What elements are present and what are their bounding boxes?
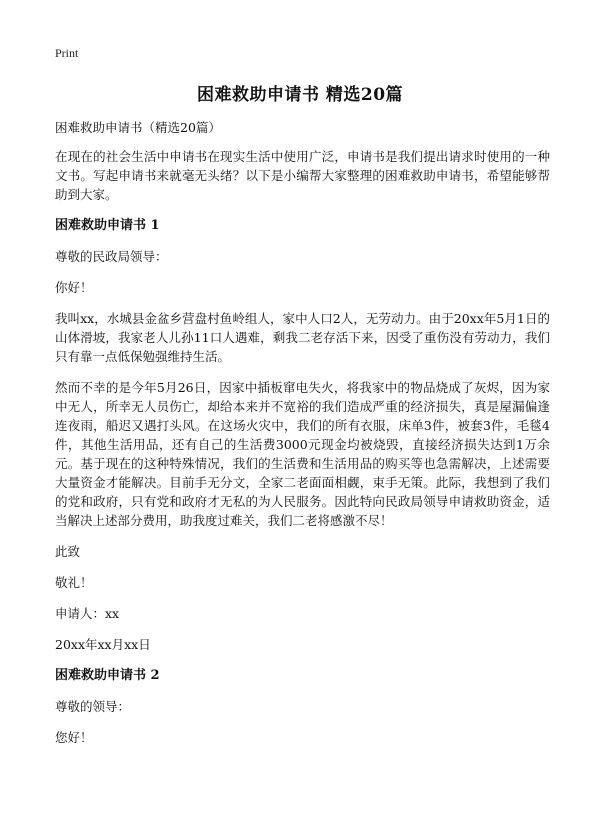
intro-paragraph: 在现在的社会生活中申请书在现实生活中使用广泛，申请书是我们提出请求时使用的一种文书。写起申请书来就毫无头绪？以下是小编帮大家整理的困难救助申请书，希望能够帮助到大家。 (55, 149, 550, 202)
document-subtitle: 困难救助申请书（精选20篇） (55, 120, 221, 135)
section-1-paragraph-1: 我叫xx，水城县金盆乡营盘村鱼岭组人，家中人口2人，无劳动力。由于20xx年5月1日的山体滑坡，我家老人儿孙11口人遇难，剩我二老存活下来，因受了重伤没有劳动力，我们只有靠一点低保勉强维持生活。 (55, 311, 550, 364)
page-title: 困难救助申请书 精选20篇 (196, 85, 404, 105)
section-2-salutation: 尊敬的领导： (55, 699, 131, 714)
section-2-greeting: 您好！ (55, 730, 93, 745)
section-1-applicant: 申请人：xx (55, 606, 120, 621)
section-1-closing-1: 此致 (55, 544, 81, 559)
section-1-salutation: 尊敬的民政局领导： (55, 249, 168, 264)
section-1-heading: 困难救助申请书 1 (55, 218, 160, 233)
section-2-heading: 困难救助申请书 2 (55, 668, 160, 683)
print-link[interactable]: Print (55, 46, 79, 60)
section-1-paragraph-2: 然而不幸的是今年5月26日，因家中插板窜电失火，将我家中的物品烧成了灰烬，因为家中无人，所幸无人员伤亡，却给本来并不宽裕的我们造成严重的经济损失，真是屋漏偏逢连夜雨，船迟又遇打头风。在这场火灾中，我们的所有衣服，床单3件，被套3件，毛毯4件，其他生活用品，还有自己的生活费3000元现金均被烧毁，直接经济损失达到1万余元。基于现在的这种特殊情况，我们的生活费和生活用品的购买等也急需解决，上述需要大量资金才能解决。目前手无分文，全家二老面面相觑，束手无策。此际，我想到了我们的党和政府，只有党和政府才无私的为人民服务。因此特向民政局领导申请救助资金，适当解决上述部分费用，助我度过难关，我们二老将感激不尽！ (55, 380, 550, 528)
section-1-closing-2: 敬礼！ (55, 575, 93, 590)
section-1-greeting: 你好！ (55, 280, 93, 295)
section-1-date: 20xx年xx月xx日 (55, 637, 151, 652)
document-body (55, 118, 550, 759)
